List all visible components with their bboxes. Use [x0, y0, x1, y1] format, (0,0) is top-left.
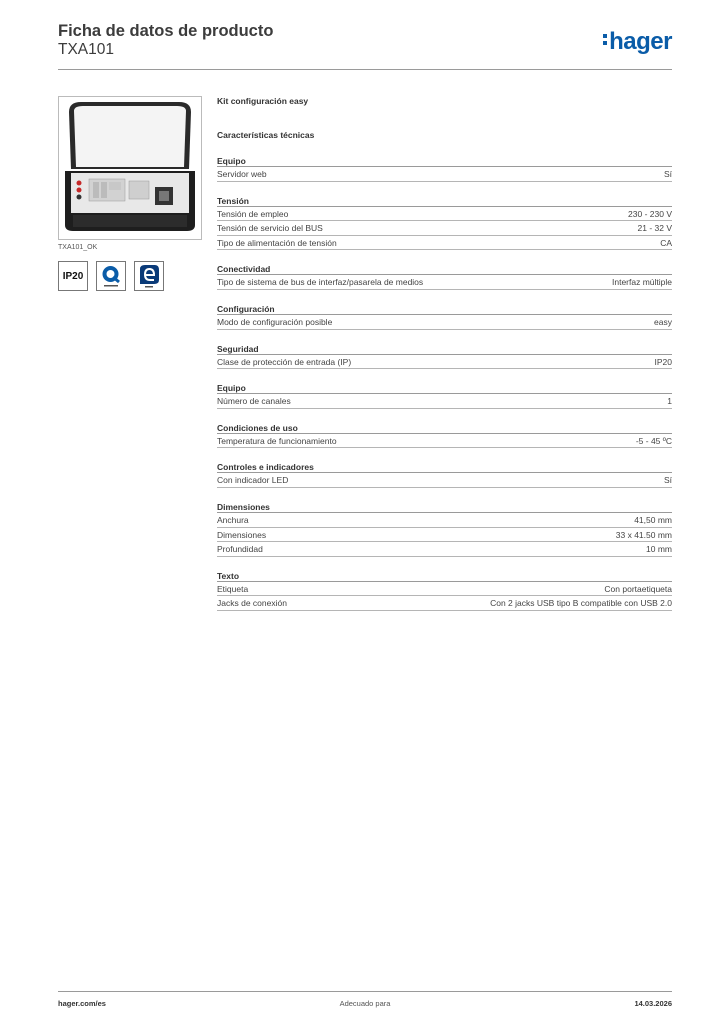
spec-row	[217, 355, 672, 370]
spec-label: Servidor web	[217, 169, 267, 179]
spec-row	[217, 207, 672, 222]
spec-label: Tipo de alimentación de tensión	[217, 237, 337, 248]
spec-value: 230 - 230 V	[628, 208, 672, 219]
spec-group-title: Equipo	[217, 156, 672, 167]
footer-suitable-for: Adecuado para	[339, 999, 391, 1008]
spec-row	[217, 528, 672, 543]
spec-label: Profundidad	[217, 544, 263, 555]
spec-group	[217, 156, 672, 182]
spec-value: 1	[667, 396, 672, 407]
spec-label: Jacks de conexión	[217, 598, 287, 609]
spec-group	[217, 344, 672, 370]
spec-row	[217, 596, 672, 611]
page-title: Ficha de datos de producto	[58, 22, 274, 40]
spec-label: Tensión de empleo	[217, 208, 289, 219]
spec-group-title: Equipo	[217, 383, 672, 394]
section-title: Características técnicas	[217, 130, 315, 140]
footer-date: 14.03.2026	[634, 999, 672, 1008]
product-sidebar	[58, 96, 202, 291]
spec-value: 41,50 mm	[634, 514, 672, 525]
spec-group	[217, 462, 672, 488]
product-name: Kit configuración easy	[217, 96, 309, 106]
spec-value: 10 mm	[646, 544, 672, 555]
spec-label: Temperatura de funcionamiento	[217, 435, 337, 446]
product-reference: TXA101	[58, 41, 115, 58]
spec-row	[217, 513, 672, 528]
spec-label: Anchura	[217, 514, 249, 525]
product-photo	[58, 96, 202, 240]
product-specifications	[217, 96, 672, 611]
quicklink-q-icon	[96, 261, 126, 291]
page-footer	[58, 991, 672, 1008]
spec-group-title: Texto	[217, 571, 672, 582]
spec-label: Tensión de servicio del BUS	[217, 223, 323, 234]
spec-value: Interfaz múltiple	[612, 277, 672, 288]
spec-group-title: Seguridad	[217, 344, 672, 355]
spec-row	[217, 542, 672, 557]
spec-value: Sí	[663, 475, 672, 486]
spec-row	[217, 167, 672, 182]
spec-label: Modo de configuración posible	[217, 316, 333, 327]
spec-value: -5 - 45 ºC	[635, 435, 672, 446]
spec-value: easy	[654, 316, 672, 327]
spec-group-title: Tensión	[217, 196, 672, 207]
spec-row	[217, 315, 672, 330]
spec-group-title: Controles e indicadores	[217, 462, 672, 473]
page-header	[58, 22, 672, 70]
spec-label: Dimensiones	[217, 529, 267, 540]
spec-label: Clase de protección de entrada (IP)	[217, 356, 352, 367]
spec-value: 21 - 32 V	[637, 223, 672, 234]
spec-group	[217, 383, 672, 409]
spec-label: Tipo de sistema de bus de interfaz/pasarela de medios	[217, 277, 424, 288]
spec-group-title: Conectividad	[217, 264, 672, 275]
spec-group-title: Configuración	[217, 304, 672, 315]
hager-logo: hager	[603, 28, 672, 56]
certification-badges	[58, 261, 202, 291]
photo-caption: TXA101_OK	[58, 244, 98, 251]
easy-e-icon	[134, 261, 164, 291]
spec-group	[217, 571, 672, 611]
spec-value: Con portaetiqueta	[604, 583, 672, 594]
spec-value: IP20	[654, 356, 672, 367]
spec-row	[217, 275, 672, 290]
spec-group	[217, 423, 672, 449]
spec-group	[217, 304, 672, 330]
spec-label: Número de canales	[217, 396, 291, 407]
spec-value: Sí	[663, 169, 672, 179]
spec-value: 33 x 41.50 mm	[615, 529, 672, 540]
spec-value: CA	[660, 237, 672, 248]
spec-groups	[217, 156, 672, 611]
spec-value: Con 2 jacks USB tipo B compatible con USB 2.0	[490, 598, 672, 609]
spec-group	[217, 196, 672, 251]
spec-group-title: Condiciones de uso	[217, 423, 672, 434]
spec-group-title: Dimensiones	[217, 502, 672, 513]
footer-website: hager.com/es	[58, 999, 106, 1008]
spec-label: Con indicador LED	[217, 475, 289, 486]
spec-group	[217, 264, 672, 290]
spec-group	[217, 502, 672, 557]
spec-row	[217, 473, 672, 488]
spec-row	[217, 394, 672, 409]
spec-row	[217, 434, 672, 449]
spec-row	[217, 221, 672, 236]
spec-label: Etiqueta	[217, 583, 249, 594]
spec-row	[217, 236, 672, 251]
ip20-badge: IP20	[58, 261, 88, 291]
spec-row	[217, 582, 672, 597]
